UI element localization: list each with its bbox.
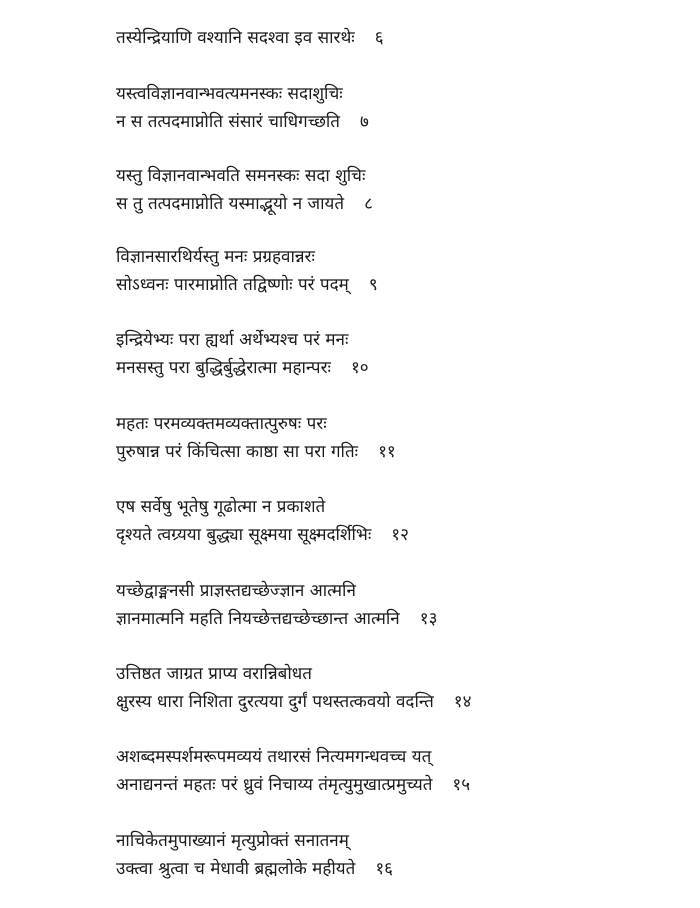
- verse-text: पुरुषान्न परं किंचित्सा काष्ठा सा परा गतिः: [116, 442, 359, 462]
- verse-line: विज्ञानसारथिर्यस्तु मनः प्रग्रहवान्नरः: [116, 247, 315, 267]
- verse-number: ११: [378, 442, 396, 462]
- verse-number: १६: [375, 859, 394, 879]
- verse-text: उक्त्वा श्रुत्वा च मेधावी ब्रह्मलोके महीयते: [116, 859, 356, 879]
- verse-text: क्षुरस्य धारा निशिता दुरत्यया दुर्गं पथस्तत्कवयो वदन्ति: [116, 692, 434, 712]
- verse-text: अनाद्यनन्तं महतः परं ध्रुवं निचाय्य तंमृत्युमुखात्प्रमुच्यते: [116, 775, 433, 795]
- verse-line: [116, 771, 686, 799]
- verse-9: [116, 243, 686, 299]
- verse-text: सोऽध्वनः पारमाप्नोति तद्विष्णोः परं पदम्: [116, 275, 349, 295]
- verse-7: [116, 80, 686, 136]
- verse-line: यच्छेद्वाङ्मनसी प्राज्ञस्तद्यच्छेज्ज्ञान आत्मनि: [116, 581, 356, 601]
- verse-text: न स तत्पदमाप्नोति संसारं चाधिगच्छति: [116, 112, 340, 132]
- verse-14: [116, 660, 686, 716]
- verse-16: [116, 827, 686, 883]
- verse-text: तस्येन्द्रियाणि वश्यानि सदश्वा इव सारथेः: [116, 28, 355, 48]
- verse-text: ज्ञानमात्मनि महति नियच्छेत्तद्यच्छेच्छान्त आत्मनि: [116, 609, 400, 629]
- verse-8: [116, 162, 686, 218]
- verse-10: [116, 326, 686, 382]
- verse-line: [116, 108, 686, 136]
- verse-text: दृश्यते त्वग्र्यया बुद्ध्या सूक्ष्मया सूक्ष्मदर्शिभिः: [116, 525, 372, 545]
- verse-line: एष सर्वेषु भूतेषु गूढोत्मा न प्रकाशते: [116, 497, 326, 517]
- verse-15: [116, 743, 686, 799]
- verse-line: इन्द्रियेभ्यः परा ह्यर्था अर्थेभ्यश्च परं मनः: [116, 330, 349, 350]
- verse-line: [116, 438, 686, 466]
- verse-number: ९: [368, 275, 378, 295]
- verse-number: १२: [391, 525, 409, 545]
- verse-line: [116, 521, 686, 549]
- verse-line: उत्तिष्ठत जाग्रत प्राप्य वरान्निबोधत: [116, 664, 312, 684]
- verse-number: १४: [453, 692, 472, 712]
- verse-number: ८: [364, 194, 373, 214]
- verse-text: स तु तत्पदमाप्नोति यस्माद्भूयो न जायते: [116, 194, 345, 214]
- verse-number: १३: [419, 609, 438, 629]
- verse-12: [116, 493, 686, 549]
- verse-text: मनसस्तु परा बुद्धिर्बुद्धेरात्मा महान्परः: [116, 358, 331, 378]
- verse-line: [116, 354, 686, 382]
- verse-number: १०: [350, 358, 369, 378]
- verse-line: [116, 271, 686, 299]
- verse-line: [116, 190, 686, 218]
- verse-11: [116, 410, 686, 466]
- verse-line: अशब्दमस्पर्शमरूपमव्ययं तथारसं नित्यमगन्धवच्च यत्: [116, 747, 432, 767]
- verse-number: ६: [374, 28, 384, 48]
- verse-line: [116, 855, 686, 883]
- verse-line: [116, 688, 686, 716]
- verse-6: [116, 24, 686, 52]
- verse-line: यस्तु विज्ञानवान्भवति समनस्कः सदा शुचिः: [116, 166, 366, 186]
- verse-number: ७: [359, 112, 369, 132]
- verse-13: [116, 577, 686, 633]
- verse-line: [116, 24, 686, 52]
- verse-line: यस्त्वविज्ञानवान्भवत्यमनस्कः सदाशुचिः: [116, 84, 343, 104]
- verse-line: [116, 605, 686, 633]
- verse-number: १५: [452, 775, 471, 795]
- verse-line: नाचिकेतमुपाख्यानं मृत्युप्रोक्तं सनातनम्: [116, 831, 349, 851]
- verse-line: महतः परमव्यक्तमव्यक्तात्पुरुषः परः: [116, 414, 327, 434]
